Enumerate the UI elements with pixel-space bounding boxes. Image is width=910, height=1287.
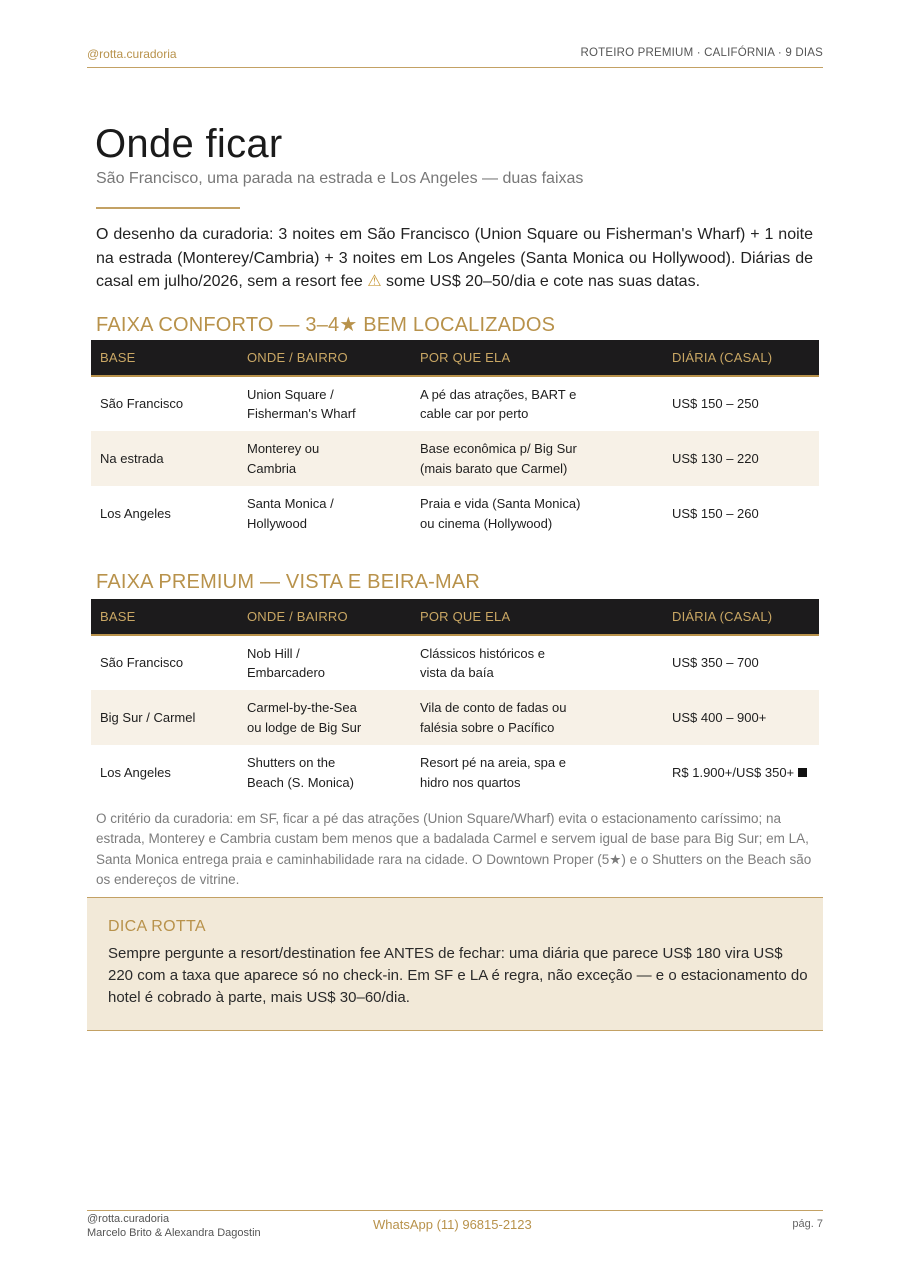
- tip-text: Sempre pergunte a resort/destination fee ANTES de fechar: uma diária que parece US$ 180 vira US$ 220 com a taxa que aparece só no check-in. Em SF e LA é regra, não exceção — e o estacionamento do hotel é cobrado à parte, mais US$ 30–60/dia.: [108, 945, 808, 1007]
- cell-area-line: Nob Hill /: [247, 645, 300, 661]
- footer-brand: @rotta.curadoria: [87, 1213, 170, 1225]
- cell-why-line: cable car por perto: [420, 406, 529, 421]
- header-doc-title: ROTEIRO PREMIUM · CALIFÓRNIA · 9 DIAS: [580, 47, 823, 59]
- table-row: [91, 745, 819, 800]
- cell-why-line: Vila de conto de fadas ou: [420, 700, 567, 715]
- section-title-premium: FAIXA PREMIUM — VISTA E BEIRA-MAR: [96, 571, 481, 593]
- cell-rate: US$ 150 – 260: [672, 505, 759, 521]
- square-icon: [798, 768, 807, 777]
- intro-text-end: some US$ 20–50/dia e cote nas suas datas.: [381, 273, 701, 290]
- cell-area-line: Embarcadero: [247, 665, 326, 680]
- cell-base: Los Angeles: [100, 764, 171, 780]
- cell-rate: [663, 745, 819, 800]
- cell-why-line: Clássicos históricos e: [420, 645, 545, 661]
- cell-area-line: Union Square /: [247, 386, 334, 402]
- title-divider: [96, 207, 240, 209]
- cell-why: [411, 635, 663, 690]
- cell-area-line: Santa Monica /: [247, 496, 334, 511]
- cell-base: Los Angeles: [100, 505, 171, 521]
- cell-area: [238, 486, 411, 541]
- cell-area-line: Hollywood: [247, 515, 307, 531]
- table-row: [91, 635, 819, 690]
- cell-why: [411, 745, 663, 800]
- footer-whatsapp: WhatsApp (11) 96815-2123: [373, 1217, 532, 1232]
- table-row: [91, 486, 819, 541]
- page-number: pág. 7: [792, 1218, 823, 1230]
- col-header-rate: DIÁRIA (CASAL): [663, 599, 819, 635]
- table-header-row: [91, 340, 819, 376]
- page-title: Onde ficar: [95, 122, 283, 166]
- tip-box: [87, 897, 823, 1031]
- intro-text-start: O desenho da curadoria: 3 noites em São Francisco (Union Square ou Fisherman's Wharf) + 1 noite na estrada (Monterey/Cambria) + 3 noites em Los Angeles (Santa Monica ou Hollywood). Diárias de casal em julho/2026, sem a resort fee: [96, 226, 813, 290]
- warning-icon: ⚠: [367, 273, 382, 290]
- cell-why-line: ou cinema (Hollywood): [420, 515, 553, 531]
- section-title-conforto: FAIXA CONFORTO — 3–4★ BEM LOCALIZADOS: [96, 314, 556, 336]
- header-brand: @rotta.curadoria: [87, 47, 177, 61]
- cell-why-line: Resort pé na areia, spa e: [420, 755, 566, 770]
- cell-rate: US$ 130 – 220: [663, 431, 819, 486]
- col-header-area: ONDE / BAIRRO: [238, 340, 411, 376]
- cell-why: [411, 690, 663, 745]
- cell-why-line: Base econômica p/ Big Sur: [420, 441, 577, 456]
- cell-area: [238, 635, 411, 690]
- cell-area-line: Cambria: [247, 460, 297, 476]
- cell-why-line: hidro nos quartos: [420, 774, 521, 790]
- cell-area-line: Beach (S. Monica): [247, 774, 354, 790]
- cell-rate: US$ 350 – 700: [672, 655, 759, 671]
- col-header-why: POR QUE ELA: [411, 340, 663, 376]
- col-header-base: BASE: [91, 599, 238, 635]
- cell-area: [238, 431, 411, 486]
- cell-why-line: falésia sobre o Pacífico: [420, 719, 555, 735]
- cell-area-line: Monterey ou: [247, 441, 320, 456]
- cell-why-line: vista da baía: [420, 665, 494, 680]
- col-header-why: POR QUE ELA: [411, 599, 663, 635]
- cell-why-line: Praia e vida (Santa Monica): [420, 496, 581, 511]
- page-header: [87, 46, 823, 68]
- table-header-row: [91, 599, 819, 635]
- cell-why: [411, 486, 663, 541]
- cell-base: Big Sur / Carmel: [91, 690, 238, 745]
- footer-authors: Marcelo Brito & Alexandra Dagostin: [87, 1227, 261, 1239]
- page-footer: [87, 1210, 823, 1250]
- curation-note: O critério da curadoria: em SF, ficar a pé das atrações (Union Square/Wharf) evita o estacionamento caríssimo; na estrada, Monterey e Cambria custam bem menos que a badalada Carmel e servem igual de base para Big Sur; em LA, Santa Monica entrega praia e caminhabilidade rara na cidade. O Downtown Proper (5★) e o Shutters on the Beach são os endereços de vitrine.: [96, 811, 812, 887]
- cell-area: [238, 376, 411, 431]
- table-row: [91, 376, 819, 431]
- table-row: [91, 690, 819, 745]
- cell-area-line: ou lodge de Big Sur: [247, 719, 362, 735]
- cell-area: [238, 745, 411, 800]
- col-header-rate: DIÁRIA (CASAL): [663, 340, 819, 376]
- table-row: [91, 431, 819, 486]
- cell-why-line: (mais barato que Carmel): [420, 460, 568, 476]
- table-premium: [91, 599, 819, 800]
- col-header-area: ONDE / BAIRRO: [238, 599, 411, 635]
- page-subtitle: São Francisco, uma parada na estrada e Los Angeles — duas faixas: [96, 170, 584, 187]
- cell-area-line: Fisherman's Wharf: [247, 406, 356, 421]
- cell-rate: US$ 400 – 900+: [663, 690, 819, 745]
- cell-rate: US$ 150 – 250: [672, 396, 759, 412]
- col-header-base: BASE: [91, 340, 238, 376]
- table-conforto: [91, 340, 819, 541]
- cell-why: [411, 376, 663, 431]
- cell-base: São Francisco: [100, 655, 184, 671]
- intro-paragraph: [96, 223, 813, 294]
- tip-title: DICA ROTTA: [108, 918, 206, 935]
- cell-why: [411, 431, 663, 486]
- cell-rate-text: R$ 1.900+/US$ 350+: [672, 764, 795, 780]
- cell-area-line: Carmel-by-the-Sea: [247, 700, 357, 715]
- cell-base: São Francisco: [100, 396, 184, 412]
- cell-base: Na estrada: [91, 431, 238, 486]
- cell-area-line: Shutters on the: [247, 755, 336, 770]
- cell-why-line: A pé das atrações, BART e: [420, 386, 577, 402]
- cell-area: [238, 690, 411, 745]
